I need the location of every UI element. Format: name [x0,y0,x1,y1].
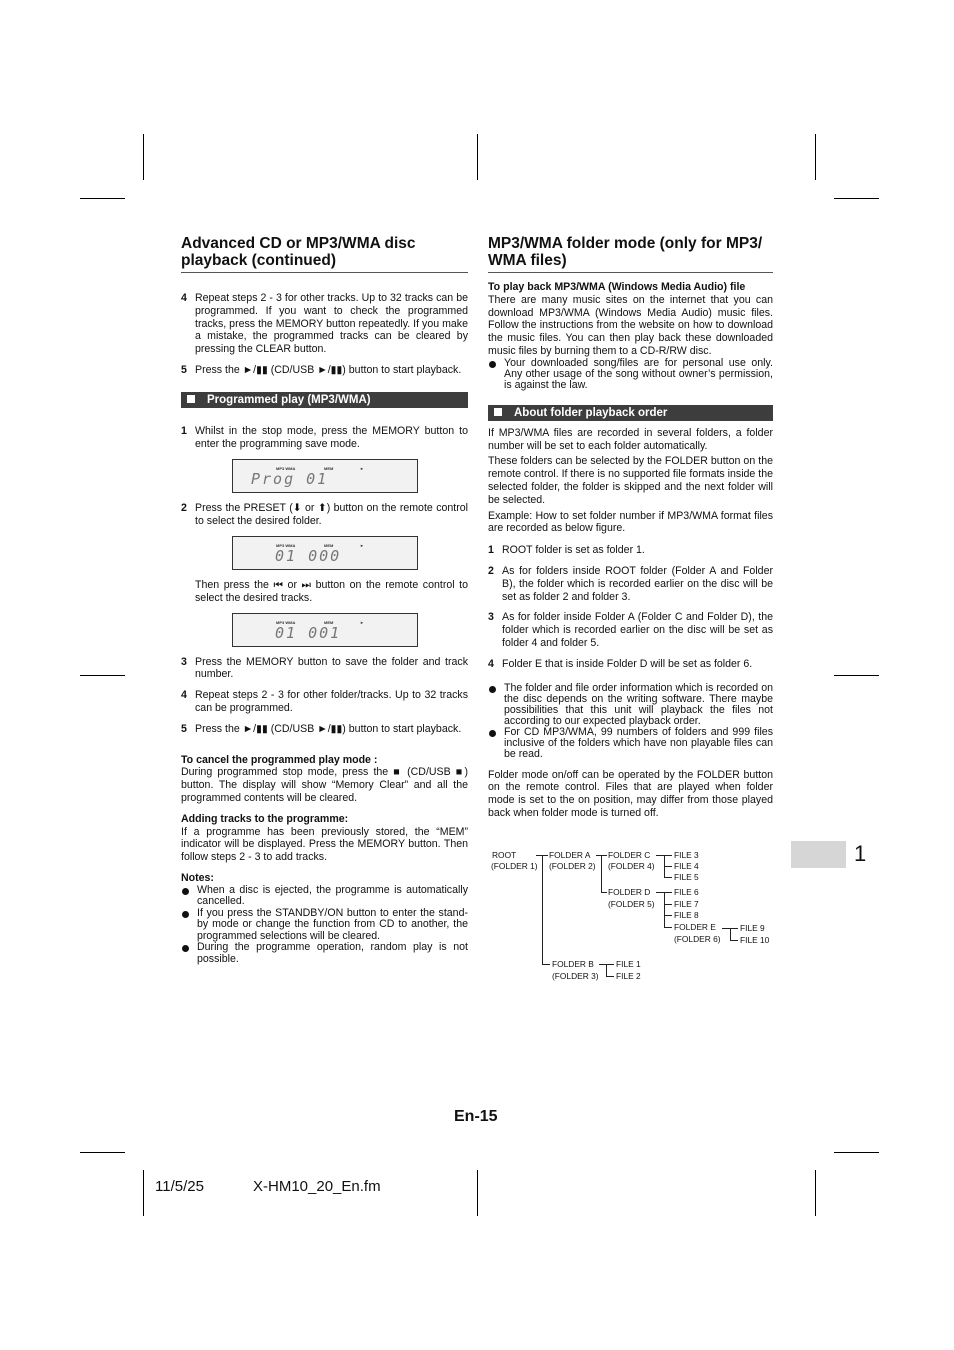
tree-file: FILE 8 [674,910,699,920]
tree-connector [730,940,738,941]
crop-mark [834,1152,879,1153]
step-4 [181,292,468,356]
lcd-display-prog [232,459,418,493]
note-item: When a disc is ejected, the programme is automatically cancelled. [181,885,468,908]
section-bar-folder-order [488,405,773,421]
crop-mark [80,198,125,199]
lcd-format-label: MP3 WMA [276,542,296,548]
step-text: As for folder inside Folder A (Folder C and Folder D), the folder which is recorded earlier on the disc will be set as folder 4 and folder 5. [502,611,773,649]
tree-folder-d: FOLDER D [608,887,651,897]
notes-title: Notes: [181,871,214,884]
folder-para-3: Example: How to set folder number if MP3/WMA format files are recorded as below figure. [488,509,773,535]
step-text: Folder E that is inside Folder D will be set as folder 6. [502,657,753,670]
tree-folder-a-sub: (FOLDER 2) [549,861,596,871]
folder-bullet: The folder and file order information which is recorded on the disc depends on the writing software. There maybe possibilities that this unit will playback the files not according to our expected playback order. [488,683,773,727]
lcd-display-track [232,613,418,647]
step-number: 4 [181,689,187,702]
prog-step-4 [181,689,468,715]
tree-file: FILE 1 [616,959,641,969]
side-tab [791,841,846,868]
tree-folder-c: FOLDER C [608,850,651,860]
tree-folder-c-sub: (FOLDER 4) [608,861,655,871]
tree-file: FILE 3 [674,850,699,860]
play-indicator-icon: ► [360,542,364,548]
step-5 [181,364,468,377]
play-text: There are many music sites on the internet that you can download MP3/WMA (Windows Media Audio) music files. Follow the instructions from the website on how to download the music files. You can then play back these downloaded music files by burning them to a CD-R/RW disc. [488,293,773,357]
tree-connector [606,964,607,976]
tree-connector [542,964,550,965]
tree-connector [664,866,672,867]
step-number: 2 [488,564,494,577]
play-bullet: Your downloaded song/files are for personal use only. Any other usage of the song without owner’s permission, is against the law. [488,358,773,391]
tree-root-sub: (FOLDER 1) [491,861,538,871]
step-number: 3 [181,655,187,668]
lcd-digits: 01 001 [275,623,342,642]
folder-para-2: These folders can be selected by the FOLDER button on the remote control. If there is no supported file formats inside the selected folder, the folder is skipped and the next folder will be selected. [488,455,773,506]
tree-connector [664,877,672,878]
adding-text: If a programme has been previously stored, the “MEM” indicator will be displayed. Press the MEMORY button. Then follow steps 2 - 3 to add tracks. [181,825,468,864]
tree-root: ROOT [492,850,517,860]
folder-step-4 [488,658,773,671]
tree-file: FILE 2 [616,971,641,981]
right-heading: MP3/WMA folder mode (only for MP3/ WMA files) [488,236,773,273]
step-number: 1 [488,544,494,557]
footer-date: 11/5/25 [155,1178,204,1195]
crop-mark [143,134,144,180]
adding-title: Adding tracks to the programme: [181,812,349,825]
tree-file: FILE 6 [674,887,699,897]
tree-connector [601,855,602,893]
step-text: As for folders inside ROOT folder (Folder A and Folder B), the folder which is recorded earlier on the disc will be set as folder 2 and folder 3. [502,564,773,603]
tree-folder-e-sub: (FOLDER 6) [674,934,721,944]
folder-step-2 [488,565,773,603]
cancel-text: During programmed stop mode, press the ■ (CD/USB ■) button. The display will show “Memory Clear” and all the programmed contents will be cleared. [181,766,468,804]
lcd-mem-indicator: MEM [324,466,334,472]
step-number: 5 [181,722,187,735]
tree-file: FILE 9 [740,923,765,933]
tree-folder-d-sub: (FOLDER 5) [608,899,655,909]
crop-mark [80,675,125,676]
square-icon [494,408,502,416]
footer-filename: X-HM10_20_En.fm [253,1178,381,1195]
crop-mark [834,675,879,676]
track-select-text: Then press the ⏮ or ⏭ button on the remote control to select the desired tracks. [195,578,468,604]
cancel-title: To cancel the programmed play mode : [181,753,378,766]
step-text: Press the ►/▮▮ (CD/USB ►/▮▮) button to start playback. [195,722,462,735]
right-column [488,236,773,820]
step-number: 1 [181,424,187,437]
tree-file: FILE 5 [674,872,699,882]
tree-connector [730,928,731,940]
tree-connector [664,927,672,928]
tree-folder-b-sub: (FOLDER 3) [552,971,599,981]
play-indicator-icon: ► [360,619,364,625]
play-indicator-icon: ► [360,466,364,472]
tree-connector [606,976,614,977]
step-text: Press the ►/▮▮ (CD/USB ►/▮▮) button to start playback. [195,363,462,376]
step-text: Press the PRESET (⬇ or ⬆) button on the remote control to select the desired folder. [195,502,468,528]
note-item: If you press the STANDBY/ON button to enter the stand-by mode or change the function from CD to another, the programmed selections will be cleared. [181,908,468,943]
lcd-format-label: MP3 WMA [276,619,296,625]
section-bar-label: Programmed play (MP3/WMA) [207,393,371,406]
left-column [181,236,468,965]
tree-connector [542,855,543,965]
tree-folder-e: FOLDER E [674,922,716,932]
prog-step-5 [181,723,468,736]
step-text: Repeat steps 2 - 3 for other tracks. Up to 32 tracks can be programmed. If you want to check the programmed tracks, press the MEMORY button repeatedly. If you make a mistake, the programmed tracks can be cleared by pressing the CLEAR button. [195,292,468,356]
tree-connector [664,892,665,928]
crop-mark [143,1170,144,1216]
crop-mark [80,1152,125,1153]
tree-folder-a: FOLDER A [549,850,591,860]
folder-bullet: For CD MP3/WMA, 99 numbers of folders and 999 files inclusive of the folders which have non playable files can be read. [488,727,773,760]
step-number: 4 [488,657,494,670]
tree-file: FILE 10 [740,935,770,945]
square-icon [187,395,195,403]
crop-mark [477,1170,478,1216]
section-bar-label: About folder playback order [514,406,668,419]
lcd-digits: 01 000 [275,546,342,565]
tree-connector [664,904,672,905]
folder-para-4: Folder mode on/off can be operated by the FOLDER button on the remote control. Files that are played when folder mode is set to the on position, may differ from those played back when folder mode is turned off. [488,768,773,819]
left-heading: Advanced CD or MP3/WMA disc playback (continued) [181,236,468,273]
tree-file: FILE 7 [674,899,699,909]
section-bar-programmed-play [181,392,468,408]
folder-step-1 [488,544,773,557]
step-text: Press the MEMORY button to save the folder and track number. [195,655,468,681]
folder-step-3 [488,611,773,649]
folder-para-1: If MP3/WMA files are recorded in several folders, a folder number will be set to each folder automatically. [488,426,773,452]
step-text: Whilst in the stop mode, press the MEMORY button to enter the programming save mode. [195,424,468,450]
page-number: En-15 [454,1108,498,1125]
crop-mark [815,1170,816,1216]
crop-mark [477,134,478,180]
tree-connector [601,892,607,893]
prog-step-3 [181,656,468,682]
lcd-format-label: MP3 WMA [276,466,296,472]
step-number: 4 [181,292,187,304]
crop-mark [815,134,816,180]
step-number: 5 [181,363,187,376]
step-number: 3 [488,611,494,624]
tree-file: FILE 4 [674,861,699,871]
play-title: To play back MP3/WMA (Windows Media Audio) file [488,281,746,293]
lcd-mem-indicator: MEM [324,619,334,625]
note-item: During the programme operation, random play is not possible. [181,942,468,965]
prog-step-2 [181,502,468,528]
step-text: Repeat steps 2 - 3 for other folder/tracks. Up to 32 tracks can be programmed. [195,689,468,714]
step-number: 2 [181,502,187,515]
lcd-mem-indicator: MEM [324,542,334,548]
step-text: ROOT folder is set as folder 1. [502,544,645,557]
prog-step-1 [181,425,468,451]
lcd-display-folder [232,536,418,570]
side-tab-number: 1 [854,841,867,866]
lcd-digits: Prog 01 [251,470,329,489]
tree-connector [664,915,672,916]
crop-mark [834,198,879,199]
tree-folder-b: FOLDER B [552,959,594,969]
